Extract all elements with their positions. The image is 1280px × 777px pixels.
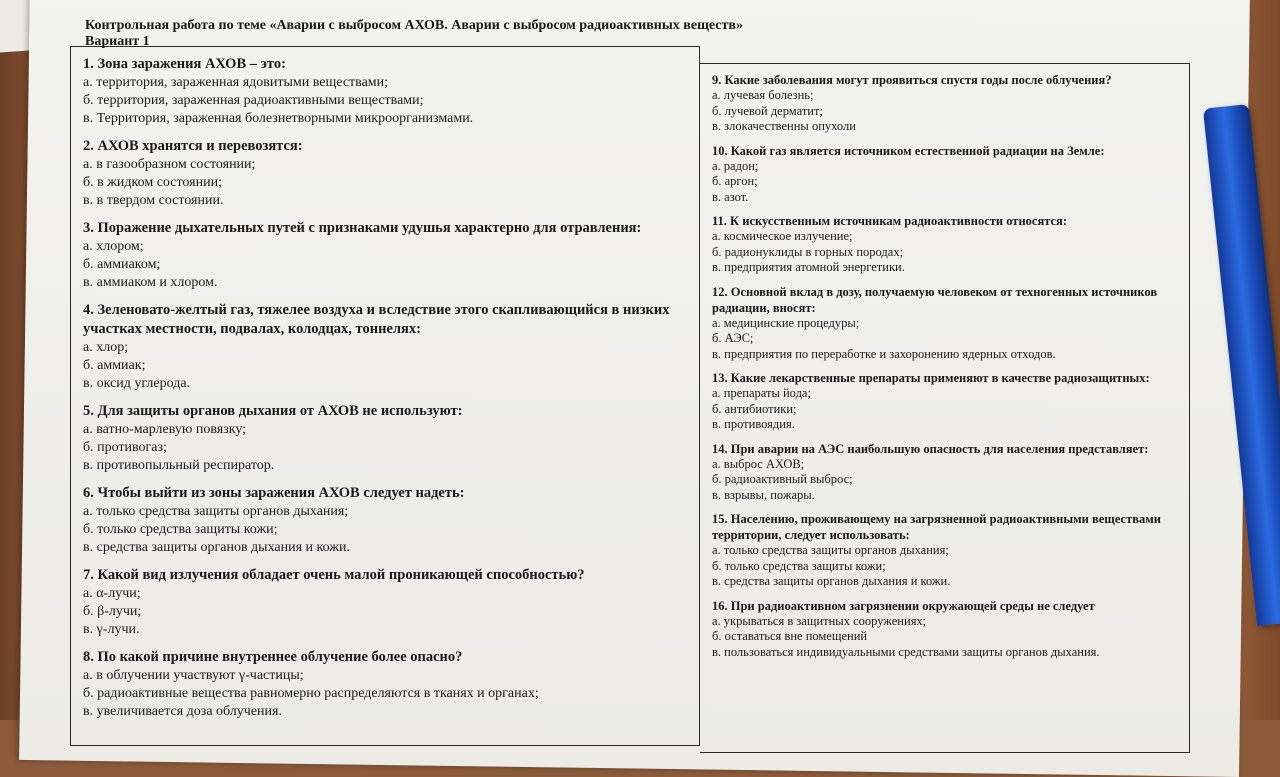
- question-title: 7. Какой вид излучения обладает очень малой проникающей способностью?: [83, 567, 585, 583]
- question-title: 4. Зеленовато-желтый газ, тяжелее воздуха и вследствие этого скапливающийся в низких участках местности, подвалах, колодцах, тоннелях:: [83, 302, 670, 337]
- answer-option: а. лучевая болезнь;: [712, 88, 814, 102]
- answer-option: б. оставаться вне помещений: [712, 629, 868, 643]
- answer-option: б. территория, зараженная радиоактивными веществами;: [83, 93, 424, 108]
- question-title: 15. Населению, проживающему на загрязненной радиоактивными веществами территории, следует использовать:: [712, 512, 1161, 542]
- question-block: [83, 484, 687, 557]
- answer-option: в. увеличивается доза облучения.: [83, 704, 282, 719]
- question-block: [712, 441, 1177, 504]
- answer-option: а. выброс АХОВ;: [712, 456, 805, 471]
- answer-option: в. предприятия атомной энергетики.: [712, 260, 905, 274]
- answer-option: в. γ-лучи.: [83, 622, 140, 637]
- answer-option: в. пользоваться индивидуальными средствами защиты органов дыхания.: [712, 644, 1100, 659]
- answer-option: б. АЭС;: [712, 331, 754, 345]
- right-question-column: [700, 63, 1190, 753]
- question-block: [83, 648, 687, 721]
- question-block: [712, 213, 1177, 276]
- answer-option: а. медицинские процедуры;: [712, 315, 860, 330]
- question-block: [83, 219, 687, 292]
- answer-option: в. взрывы, пожары.: [712, 487, 815, 502]
- answer-option: в. аммиаком и хлором.: [83, 275, 218, 290]
- question-title: 16. При радиоактивном загрязнении окружающей среды не следует: [712, 598, 1095, 613]
- question-block: [712, 598, 1177, 661]
- answer-option: а. территория, зараженная ядовитыми веществами;: [83, 75, 389, 90]
- question-block: [83, 301, 687, 393]
- question-block: [712, 72, 1177, 135]
- answer-option: а. α-лучи;: [83, 586, 141, 601]
- left-question-column: [70, 46, 700, 746]
- answer-option: в. средства защиты органов дыхания и кожи.: [712, 574, 951, 588]
- question-title: 10. Какой газ является источником естественной радиации на Земле:: [712, 143, 1105, 158]
- answer-option: в. противоядия.: [712, 417, 795, 431]
- answer-option: б. β-лучи;: [83, 604, 142, 619]
- answer-option: а. препараты йода;: [712, 386, 811, 400]
- question-title: 12. Основной вклад в дозу, получаемую человеком от техногенных источников радиации, вносят:: [712, 284, 1158, 315]
- question-block: [83, 566, 687, 639]
- question-block: [83, 55, 687, 128]
- answer-option: а. только средства защиты органов дыхания;: [83, 504, 349, 519]
- answer-option: б. аммиаком;: [83, 257, 161, 272]
- question-title: 3. Поражение дыхательных путей с признаками удушья характерно для отравления:: [83, 220, 642, 236]
- answer-option: б. радиоактивный выброс;: [712, 472, 853, 486]
- answer-option: а. хлор;: [83, 340, 129, 355]
- answer-option: б. радионуклиды в горных породах;: [712, 244, 904, 259]
- answer-option: б. противогаз;: [83, 440, 167, 455]
- answer-option: а. космическое излучение;: [712, 229, 853, 243]
- question-title: 11. К искусственным источникам радиоактивности относятся:: [712, 214, 1067, 228]
- question-title: 14. При аварии на АЭС наибольшую опасность для населения представляет:: [712, 441, 1149, 456]
- answer-option: б. только средства защиты кожи;: [83, 522, 278, 537]
- question-title: 5. Для защиты органов дыхания от АХОВ не используют:: [83, 403, 463, 419]
- question-block: [83, 137, 687, 210]
- answer-option: в. азот.: [712, 189, 749, 204]
- answer-option: в. средства защиты органов дыхания и кожи.: [83, 540, 350, 555]
- answer-option: в. оксид углерода.: [83, 376, 191, 391]
- answer-option: б. антибиотики;: [712, 401, 797, 416]
- answer-option: б. радиоактивные вещества равномерно распределяются в тканях и органах;: [83, 686, 539, 701]
- answer-option: а. в облучении участвуют γ-частицы;: [83, 668, 304, 683]
- answer-option: а. укрываться в защитных сооружениях;: [712, 613, 927, 628]
- answer-option: а. в газообразном состоянии;: [83, 157, 256, 172]
- question-title: 13. Какие лекарственные препараты применяют в качестве радиозащитных:: [712, 371, 1150, 385]
- question-block: [712, 143, 1177, 206]
- answer-option: в. Территория, зараженная болезнетворными микроорганизмами.: [83, 111, 474, 126]
- question-title: 6. Чтобы выйти из зоны заражения АХОВ следует надеть:: [83, 485, 465, 501]
- answer-option: в. предприятия по переработке и захоронению ядерных отходов.: [712, 346, 1056, 361]
- answer-option: б. в жидком состоянии;: [83, 175, 222, 190]
- question-block: [712, 511, 1177, 590]
- question-block: [712, 370, 1177, 433]
- question-title: 2. АХОВ хранятся и перевозятся:: [83, 138, 303, 154]
- variant-label: Вариант 1: [85, 34, 150, 49]
- answer-option: б. аргон;: [712, 174, 758, 188]
- answer-option: а. ватно-марлевую повязку;: [83, 422, 247, 437]
- question-title: 9. Какие заболевания могут проявиться спустя годы после облучения?: [712, 73, 1112, 87]
- question-block: [712, 284, 1177, 363]
- question-title: 1. Зона заражения АХОВ – это:: [83, 56, 286, 72]
- question-title: 8. По какой причине внутреннее облучение более опасно?: [83, 649, 463, 665]
- answer-option: в. противопыльный респиратор.: [83, 458, 275, 473]
- answer-option: а. радон;: [712, 158, 759, 173]
- answer-option: в. злокачественны опухоли: [712, 119, 856, 133]
- answer-option: а. только средства защиты органов дыхания;: [712, 543, 949, 557]
- answer-option: б. лучевой дерматит;: [712, 103, 823, 118]
- question-block: [83, 402, 687, 475]
- answer-option: б. только средства защиты кожи;: [712, 558, 886, 573]
- answer-option: а. хлором;: [83, 239, 144, 254]
- test-title: Контрольная работа по теме «Аварии с выбросом АХОВ. Аварии с выбросом радиоактивных веществ»: [85, 18, 743, 33]
- answer-option: в. в твердом состоянии.: [83, 193, 224, 208]
- answer-option: б. аммиак;: [83, 358, 146, 373]
